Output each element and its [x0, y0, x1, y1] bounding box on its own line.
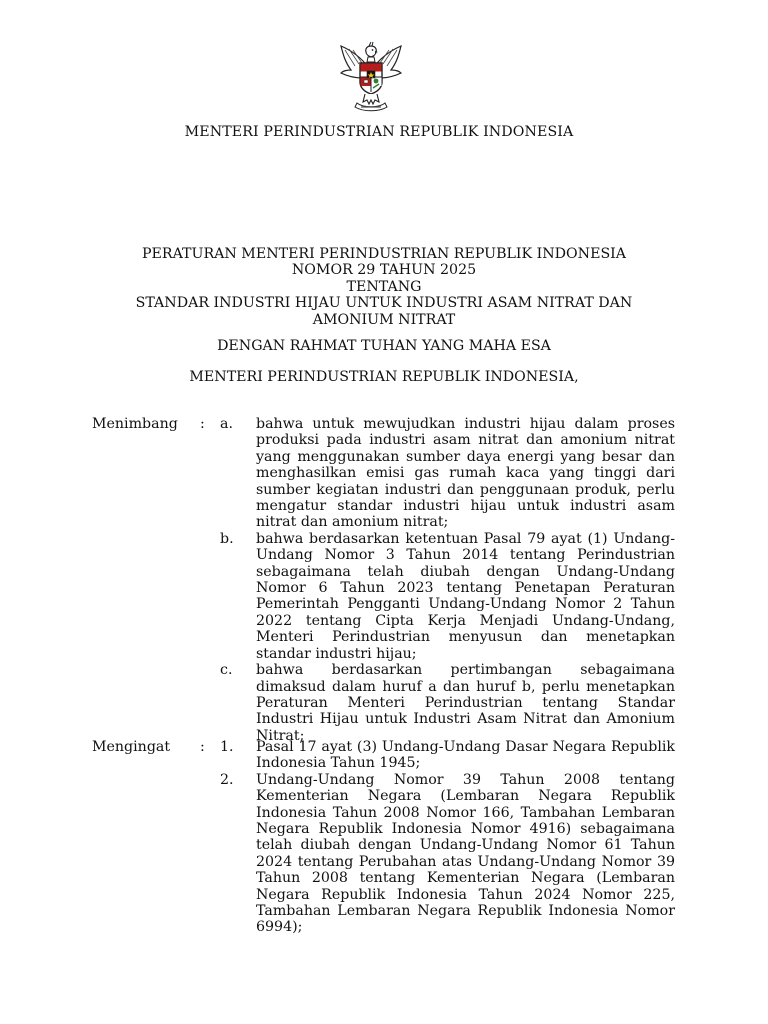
recalling-item-1 [0, 739, 768, 772]
considering-item-b [0, 531, 768, 662]
title-line-1: PERATURAN MENTERI PERINDUSTRIAN REPUBLIK INDONESIA [141, 246, 627, 262]
recalling-colon: : [200, 739, 205, 755]
item-marker: 2. [220, 771, 234, 788]
considering-section [0, 416, 768, 744]
regulation-title [0, 246, 768, 328]
item-text: Undang-Undang Nomor 39 Tahun 2008 tentang Kementerian Negara (Lembaran Negara Republik Indonesia Tahun 2008 Nomor 166, Tambahan Lembaran Negara Republik Indonesia Nomor 4916) sebagaimana telah diubah dengan Undang-Undang Nomor 61 Tahun 2024 tentang Perubahan atas Undang-Undang Nomor 39 Tahun 2008 tentang Kementerian Negara (Lembaran Negara Republik Indonesia Tahun 2024 Nomor 225, Tambahan Lembaran Negara Republik Indonesia Nomor 6994); [256, 771, 675, 936]
title-line-3: TENTANG [346, 278, 422, 295]
ministry-heading: MENTERI PERINDUSTRIAN REPUBLIK INDONESIA [184, 124, 574, 140]
item-marker: c. [220, 662, 233, 679]
item-text: bahwa berdasarkan pertimbangan sebagaimana dimaksud dalam huruf a dan huruf b, perlu menetapkan Peraturan Menteri Perindustrian tentang Standar Industri Hijau untuk Industri Asam Nitrat dan Amonium Nitrat; [256, 662, 675, 744]
recalling-item-2 [0, 772, 768, 936]
garuda-pancasila-emblem-icon [333, 40, 409, 116]
considering-colon: : [200, 416, 205, 432]
item-text: bahwa berdasarkan ketentuan Pasal 79 ayat (1) Undang-Undang Nomor 3 Tahun 2014 tentang Perindustrian sebagaimana telah diubah dengan Undang-Undang Nomor 6 Tahun 2023 tentang Penetapan Peraturan Pemerintah Pengganti Undang-Undang Nomor 2 Tahun 2022 tentang Cipta Kerja Menjadi Undang-Undang, Menteri Perindustrian menyusun dan menetapkan standar industri hijau; [256, 530, 675, 662]
item-text: Pasal 17 ayat (3) Undang-Undang Dasar Negara Republik Indonesia Tahun 1945; [256, 739, 675, 772]
title-line-2: NOMOR 29 TAHUN 2025 [291, 262, 477, 279]
item-text: bahwa untuk mewujudkan industri hijau dalam proses produksi pada industri asam nitrat dan amonium nitrat yang menggunakan sumber daya energi yang besar dan menghasilkan emisi gas rumah kaca yang tinggi dari sumber kegiatan industri dan penggunaan produk, perlu mengatur standar industri hijau untuk industri asam nitrat dan amonium nitrat; [256, 416, 675, 531]
minister-line: MENTERI PERINDUSTRIAN REPUBLIK INDONESIA, [189, 369, 579, 385]
considering-item-c [0, 662, 768, 744]
recalling-section [0, 739, 768, 936]
item-marker: a. [220, 416, 233, 432]
item-marker: b. [220, 530, 234, 547]
considering-item-a [0, 416, 768, 531]
item-marker: 1. [220, 739, 234, 755]
considering-label: Menimbang [92, 416, 178, 432]
title-line-4: STANDAR INDUSTRI HIJAU UNTUK INDUSTRI ASAM NITRAT DAN [135, 295, 633, 312]
blessing-line: DENGAN RAHMAT TUHAN YANG MAHA ESA [217, 338, 551, 354]
recalling-label: Mengingat [92, 739, 171, 755]
title-line-5: AMONIUM NITRAT [312, 311, 456, 328]
